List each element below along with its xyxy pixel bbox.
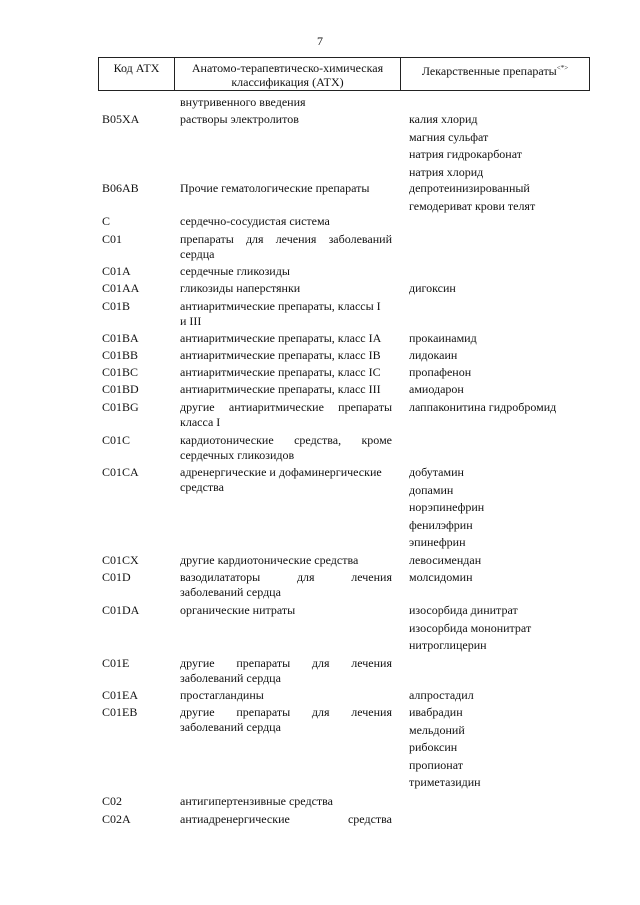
classification-line: адренергические и дофаминергические [180,465,382,479]
atc-classification [180,264,392,279]
drug-list [409,400,609,418]
atc-code: C01BA [102,331,139,345]
drug-name: депротеинизированный [409,181,530,195]
classification-line: антигипертензивные средства [180,794,333,808]
atc-code: C01BD [102,382,139,396]
classification-line: средства [180,480,225,494]
drug-name: эпинефрин [409,535,466,549]
classification-line: сердечные гликозиды [180,264,290,278]
atc-code: C01CA [102,465,139,479]
atc-classification [180,688,392,703]
header-code [99,58,175,90]
table-header [98,57,590,91]
atc-code: C02 [102,794,123,808]
drug-list [409,348,609,366]
atc-classification [180,656,392,686]
drug-name: дигоксин [409,281,456,295]
atc-classification [180,331,392,346]
drug-list [409,181,609,216]
atc-classification [180,570,392,600]
header-drugs-label: Лекарственные препараты [421,64,557,78]
atc-classification [180,553,392,568]
page-number: 7 [317,34,323,48]
atc-code: C01BC [102,365,139,379]
drug-list [409,365,609,383]
drug-name: калия хлорид [409,112,478,126]
atc-code: C01EA [102,688,138,702]
drug-list [409,570,609,588]
classification-line: заболеваний сердца [180,720,281,734]
drug-name: натрия гидрокарбонат [409,147,522,161]
classification-line: другие антиаритмические препараты [180,400,392,414]
atc-code: C01C [102,433,131,447]
classification-line: гликозиды наперстянки [180,281,301,295]
drug-name: магния сульфат [409,129,489,144]
drug-list [409,465,609,553]
classification-line: и III [180,314,202,328]
header-drugs-note: <*> [556,64,569,72]
drug-name: нитроглицерин [409,638,487,652]
header-code-label: Код АТХ [113,61,160,75]
atc-classification [180,812,392,827]
drug-name: допамин [409,482,454,497]
drug-list [409,112,609,182]
drug-name: мельдоний [409,722,465,737]
drug-list [409,331,609,349]
atc-code: C01EB [102,705,138,719]
classification-line: антиаритмические препараты, класс IA [180,331,382,345]
drug-name: добутамин [409,465,464,479]
drug-name: гемодериват крови телят [409,198,536,213]
drug-name: натрия хлорид [409,164,484,179]
drug-list [409,281,609,299]
atc-classification [180,112,392,127]
atc-classification [180,181,392,196]
atc-code: C01B [102,299,131,313]
classification-line: антиаритмические препараты, класс IC [180,365,381,379]
drug-name: ивабрадин [409,705,463,719]
atc-code: C01BB [102,348,139,362]
header-classification [175,58,401,90]
atc-classification [180,603,392,618]
drug-list [409,553,609,571]
classification-line: антиаритмические препараты, класс III [180,382,381,396]
drug-name: алпростадил [409,688,474,702]
atc-classification [180,232,392,262]
atc-code: C01DA [102,603,140,617]
atc-classification [180,365,392,380]
atc-classification [180,465,392,495]
atc-classification [180,433,392,463]
atc-code: C01AA [102,281,140,295]
drug-name: изосорбида мононитрат [409,620,532,635]
atc-code: C [102,214,111,228]
atc-classification [180,400,392,430]
drug-name: триметазидин [409,775,481,789]
atc-code: C01BG [102,400,139,414]
classification-line: сердца [180,247,215,261]
drug-list [409,705,609,793]
drug-name: норэпинефрин [409,500,485,514]
atc-code: C01 [102,232,123,246]
classification-line: простагландины [180,688,264,702]
drug-name: молсидомин [409,570,473,584]
atc-classification [180,348,392,363]
classification-line: кардиотонические средства, кроме [180,433,392,447]
classification-line: заболеваний сердца [180,585,281,599]
header-drugs [401,58,589,90]
header-class-line1: Анатомо-терапевтическо-химическая [191,61,384,75]
atc-classification [180,281,392,296]
atc-classification [180,95,392,110]
atc-classification [180,705,392,735]
drug-name: пропафенон [409,365,472,379]
drug-name: рибоксин [409,740,458,754]
classification-line: органические нитраты [180,603,296,617]
classification-line: другие препараты для лечения [180,705,392,719]
classification-line: сердечных гликозидов [180,448,295,462]
classification-line: препараты для лечения заболеваний [180,232,392,246]
drug-name: изосорбида динитрат [409,603,518,617]
classification-line: сердечно-сосудистая система [180,214,330,228]
atc-classification [180,299,392,329]
classification-line: антиаритмические препараты, классы I [180,299,381,313]
drug-name: пропионат [409,757,463,772]
classification-line: антиаритмические препараты, класс IB [180,348,381,362]
drug-name: фенилэфрин [409,517,473,532]
drug-name: левосимендан [409,553,482,567]
drug-name: амиодарон [409,382,464,396]
atc-code: B05XA [102,112,140,126]
classification-line: внутривенного введения [180,95,306,109]
drug-list [409,603,609,656]
classification-line: другие препараты для лечения [180,656,392,670]
classification-line: другие кардиотонические средства [180,553,359,567]
classification-line: вазодилататоры для лечения [180,570,392,584]
atc-code: C01A [102,264,131,278]
classification-line: Прочие гематологические препараты [180,181,370,195]
atc-code: C01CX [102,553,139,567]
drug-name: лаппаконитина гидробромид [409,400,557,414]
drug-list [409,688,609,706]
drug-name: прокаинамид [409,331,477,345]
atc-code: B06AB [102,181,139,195]
atc-classification [180,214,392,229]
header-class-line2: классификация (АТХ) [231,75,344,89]
atc-code: C01E [102,656,130,670]
classification-line: растворы электролитов [180,112,299,126]
drug-name: лидокаин [409,348,458,362]
classification-line: класса I [180,415,221,429]
atc-code: C02A [102,812,131,826]
atc-classification [180,794,392,809]
atc-code: C01D [102,570,131,584]
atc-classification [180,382,392,397]
classification-line: антиадренергические средства [180,812,392,826]
drug-list [409,382,609,400]
classification-line: заболеваний сердца [180,671,281,685]
